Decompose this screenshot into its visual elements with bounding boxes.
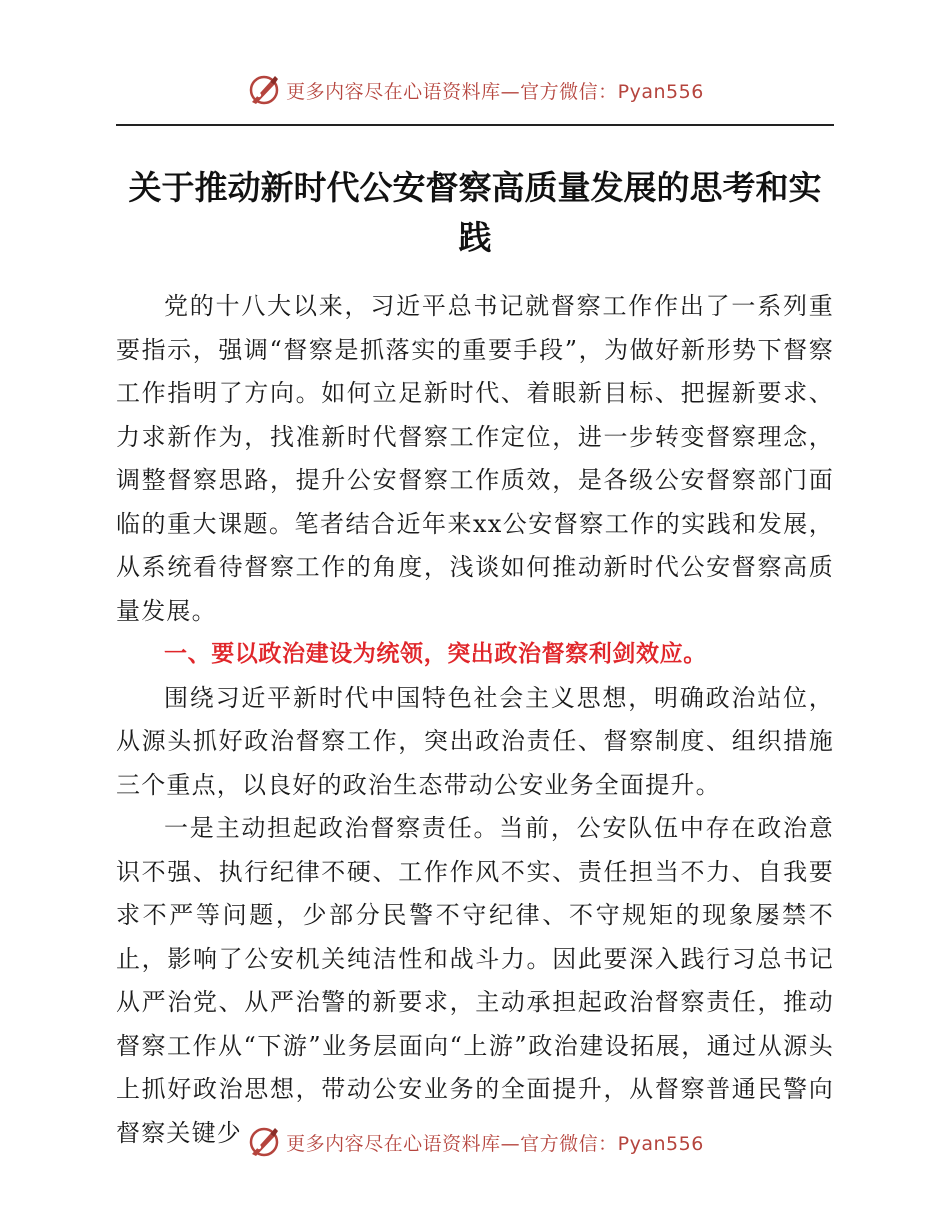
watermark-text: 更多内容尽在心语资料库—官方微信：Pyan556 bbox=[286, 1132, 704, 1155]
document-title: 关于推动新时代公安督察高质量发展的思考和实践 bbox=[128, 168, 822, 257]
paragraph-intro: 党的十八大以来，习近平总书记就督察工作作出了一系列重要指示，强调“督察是抓落实的重要手段”，为做好新形势下督察工作指明了方向。如何立足新时代、着眼新目标、把握新要求、力求新作为，找准新时代督察工作定位，进一步转变督察理念，调整督察思路，提升公安督察工作质效，是各级公安督察部门面临的重大课题。笔者结合近年来xx公安督察工作的实践和发展，从系统看待督察工作的角度，浅谈如何推动新时代公安督察高质量发展。 bbox=[116, 292, 834, 625]
pen-in-circle-icon bbox=[246, 1124, 282, 1160]
pen-in-circle-icon bbox=[246, 72, 282, 108]
footer-watermark bbox=[0, 1122, 950, 1162]
document-body bbox=[116, 285, 834, 1155]
paragraph-section1-point1: 一是主动担起政治督察责任。当前，公安队伍中存在政治意识不强、执行纪律不硬、工作作风不实、责任担当不力、自我要求不严等问题，少部分民警不守纪律、不守规矩的现象屡禁不止，影响了公安机关纯洁性和战斗力。因此要深入践行习总书记从严治党、从严治警的新要求，主动承担起政治督察责任，推动督察工作从“下游”业务层面向“上游”政治建设拓展，通过从源头上抓好政治思想，带动公安业务的全面提升，从督察普通民警向督察关键少 bbox=[116, 814, 834, 1147]
watermark-text: 更多内容尽在心语资料库—官方微信：Pyan556 bbox=[286, 80, 704, 103]
header-watermark bbox=[0, 70, 950, 110]
header-divider bbox=[116, 124, 834, 126]
section-heading-1: 一、要以政治建设为统领，突出政治督察利剑效应。 bbox=[164, 641, 707, 667]
paragraph-section1-intro: 围绕习近平新时代中国特色社会主义思想，明确政治站位，从源头抓好政治督察工作，突出政治责任、督察制度、组织措施三个重点，以良好的政治生态带动公安业务全面提升。 bbox=[116, 683, 834, 799]
